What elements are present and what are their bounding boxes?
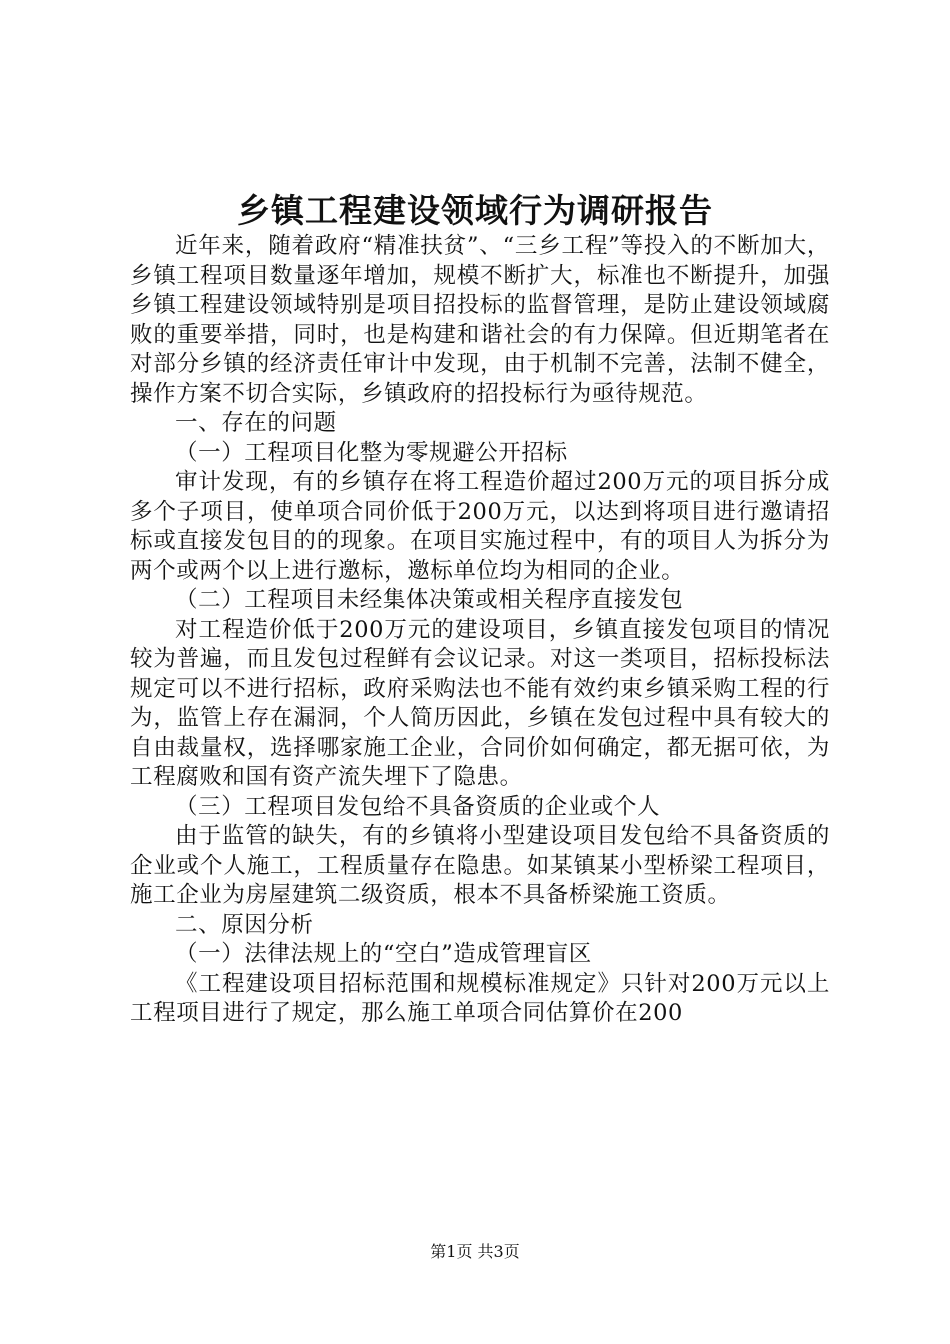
page-title: 乡镇工程建设领域行为调研报告	[237, 191, 713, 230]
paragraph-3: 由于监管的缺失，有的乡镇将小型建设项目发包给不具备资质的企业或个人施工，工程质量存在隐患。如某镇某小型桥梁工程项目，施工企业为房屋建筑二级资质，根本不具备桥梁施工资质。	[130, 823, 830, 908]
subsection-heading-2: （二）工程项目未经集体决策或相关程序直接发包	[175, 587, 684, 613]
document-body	[130, 232, 830, 1029]
subsection-heading-4: （一）法律法规上的“空白”造成管理盲区	[175, 941, 592, 967]
page-footer: 第1页 共3页	[430, 1242, 520, 1261]
paragraph-4: 《工程建设项目招标范围和规模标准规定》只针对200万元以上工程项目进行了规定，那么施工单项合同估算价在200	[130, 970, 830, 1026]
section-heading-problems: 一、存在的问题	[175, 410, 337, 436]
paragraph-intro: 近年来，随着政府“精准扶贫”、“三乡工程”等投入的不断加大，乡镇工程项目数量逐年增加，规模不断扩大，标准也不断提升，加强乡镇工程建设领域特别是项目招投标的监督管理，是防止建设领域腐败的重要举措，同时，也是构建和谐社会的有力保障。但近期笔者在对部分乡镇的经济责任审计中发现，由于机制不完善，法制不健全，操作方案不切合实际，乡镇政府的招投标行为亟待规范。	[130, 233, 830, 407]
paragraph-2: 对工程造价低于200万元的建设项目，乡镇直接发包项目的情况较为普遍，而且发包过程鲜有会议记录。对这一类项目，招标投标法规定可以不进行招标，政府采购法也不能有效约束乡镇采购工程的行为，监管上存在漏洞，个人简历因此，乡镇在发包过程中具有较大的自由裁量权，选择哪家施工企业，合同价如何确定，都无据可依，为工程腐败和国有资产流失埋下了隐患。	[130, 616, 830, 790]
subsection-heading-3: （三）工程项目发包给不具备资质的企业或个人	[175, 793, 661, 820]
subsection-heading-1: （一）工程项目化整为零规避公开招标	[175, 439, 568, 466]
section-heading-causes: 二、原因分析	[175, 911, 314, 938]
paragraph-1: 审计发现，有的乡镇存在将工程造价超过200万元的项目拆分成多个子项目，使单项合同价低于200万元，以达到将项目进行邀请招标或直接发包目的的现象。在项目实施过程中，有的项目人为拆分为两个或两个以上进行邀标，邀标单位均为相同的企业。	[130, 469, 830, 584]
